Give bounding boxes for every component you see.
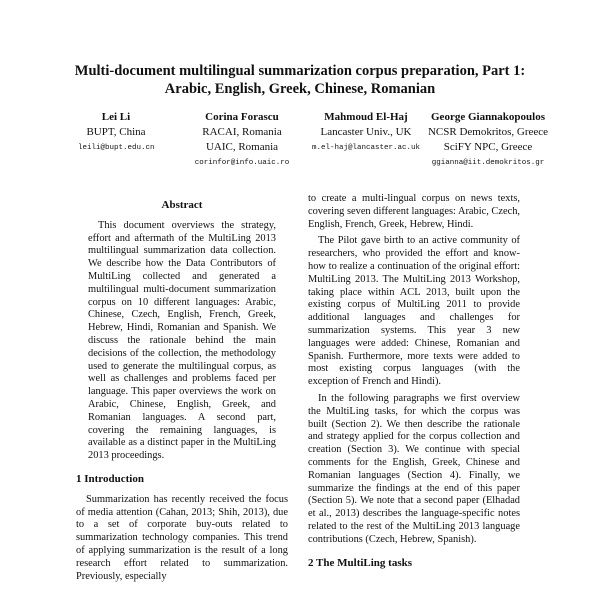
body-paragraph: The Pilot gave birth to an active community of researchers, who provided the effort and know-how to realize a continuation of the original effort: MultiLing 2013. The MultiLing 2013 Workshop, taking place within ACL 2013, built upon the existing corpus of MultiLing 2011 to provide additional languages and challenges for summarization systems. This year 3 new languages were added: Chinese, Romanian and Spanish. Furthermore, more texts were added to most existing corpus languages (with the exception of French and Hindi). <box>308 235 520 388</box>
author-email: corinfor@info.uaic.ro <box>194 159 290 167</box>
author-block <box>184 110 300 171</box>
section-1-heading: 1 Introduction <box>76 472 144 485</box>
abstract-body <box>76 220 288 463</box>
section-2-heading: 2 The MultiLing tasks <box>308 556 413 569</box>
left-column <box>76 199 288 587</box>
title-line-2: Arabic, English, Greek, Chinese, Romanian <box>164 81 436 97</box>
right-column <box>308 193 520 577</box>
author-affiliation: RACAI, Romania <box>202 126 282 138</box>
author-name: Mahmoud El-Haj <box>324 111 408 123</box>
author-name: George Giannakopoulos <box>431 111 545 123</box>
author-email: m.el-haj@lancaster.ac.uk <box>311 144 421 152</box>
paper-title <box>40 62 560 98</box>
author-name: Lei Li <box>101 111 131 123</box>
author-affiliation: NCSR Demokritos, Greece <box>427 126 549 138</box>
author-name: Corina Forascu <box>205 111 279 123</box>
author-email: ggianna@iit.demokritos.gr <box>431 159 545 167</box>
abstract-text: This document overviews the strategy, effort and aftermath of the MultiLing 2013 multilingual summarization data collection. We describe how the Data Contributors of MultiLing collected and generated a multilingual multi-document summarization corpus on 10 different languages: Arabic, Chinese, Czech, English, French, Greek, Hebrew, Hindi, Romanian and Spanish. We discuss the rationale behind the main decisions of the collection, the methodology used to generate the multilingual corpus, as well as challenges and problems faced per language. This paper overviews the work on Arabic, Chinese, English, Greek, and Romanian languages. A second part, covering the remaining languages, is available as a distinct paper in the MultiLing 2013 proceedings. <box>88 219 276 462</box>
title-line-1: Multi-document multilingual summarization corpus preparation, Part 1: <box>74 63 526 79</box>
intro-paragraph: Summarization has recently received the focus of media attention (Cahan, 2013; Shih, 2013), due to a set of corporate buy-outs related to summarization technology companies. This trend of applying summarization is the result of a long research effort related to summarization. Previously, especially <box>76 493 288 582</box>
author-block <box>308 110 424 156</box>
author-email: leili@bupt.edu.cn <box>78 144 155 152</box>
body-paragraph: to create a multi-lingual corpus on news texts, covering seven different languages: Arabic, Czech, English, French, Greek, Hebrew, Hindi. <box>308 193 520 230</box>
author-block <box>416 110 560 171</box>
body-paragraph: In the following paragraphs we first overview the MultiLing tasks, for which the corpus was built (Section 2). We then describe the rationale and strategy applied for the corpus collection and creation (Section 3). We continue with special comments for the English, Greek, Chinese and Romanian languages (Section 4). Finally, we summarize the findings at the end of this paper (Section 5). We note that a second paper (Elhadad et al., 2013) describes the language-specific notes related to the rest of the MultiLing 2013 language contributions (Czech, Hebrew, Spanish). <box>308 392 520 545</box>
author-affiliation: BUPT, China <box>86 126 146 138</box>
author-affiliation: UAIC, Romania <box>205 141 279 153</box>
author-affiliation: SciFY NPC, Greece <box>443 141 533 153</box>
author-block <box>78 110 154 156</box>
author-affiliation: Lancaster Univ., UK <box>320 126 412 138</box>
abstract-heading: Abstract <box>161 199 203 211</box>
